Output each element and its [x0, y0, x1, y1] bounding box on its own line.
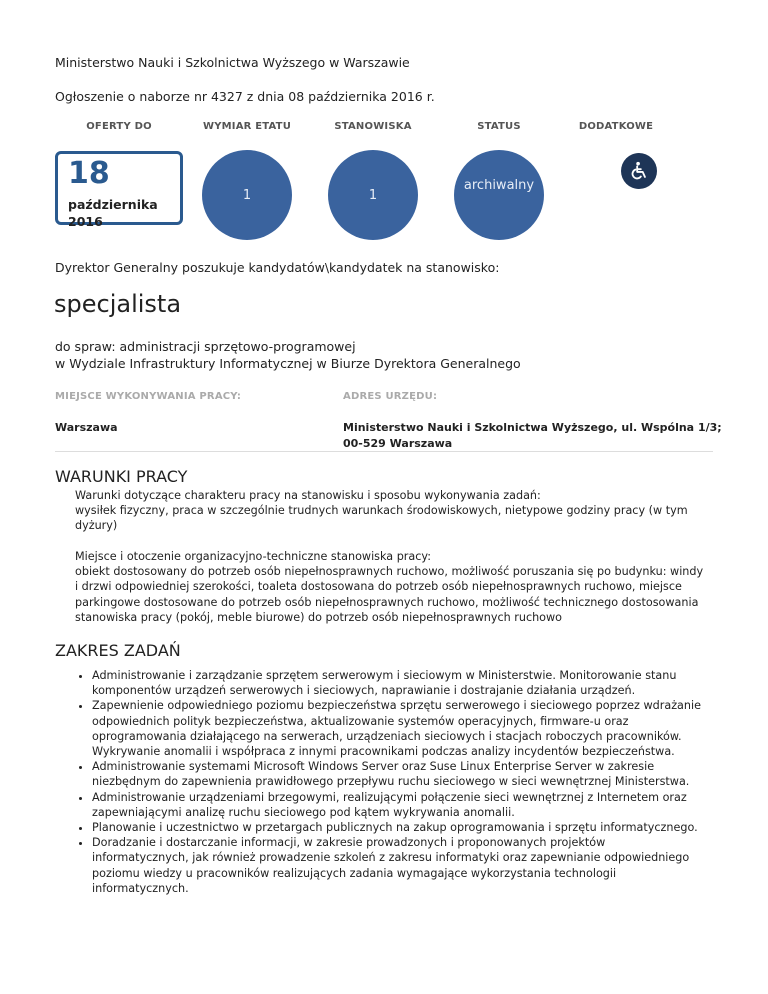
conditions-p2-line: i drzwi odpowiedniej szerokości, toaleta dostosowana do potrzeb osób niepełnosprawnych ruchowo, miejsce — [75, 580, 682, 594]
conditions-p1-title: Warunki dotyczące charakteru pracy na stanowisku i sposobu wykonywania zadań: — [75, 489, 541, 502]
conditions-p2-line: obiekt dostosowany do potrzeb osób niepełnosprawnych ruchowo, możliwość poruszania się po budynku: windy — [75, 565, 704, 579]
header-additional: DODATKOWE — [578, 121, 654, 132]
conditions-p1-line: dyżury) — [75, 519, 118, 533]
header-positions: STANOWISKA — [334, 121, 412, 132]
conditions-p2-title: Miejsce i otoczenie organizacyjno-techniczne stanowiska pracy: — [75, 550, 431, 563]
task-item: • Planowanie i uczestnictwo w przetargach publicznych na zakup oprogramowania i sprzętu informatycznego. — [92, 820, 722, 835]
deadline-month-year — [68, 196, 158, 230]
task-item: • Doradzanie i dostarczanie informacji, w zakresie prowadzonych i proponowanych projektów informatycznych, jak również prowadzenie szkoleń z zakresu informatyki oraz zapewnianie odpowiedniego poziomu wiedzy u pracowników realizujących zadania wymagające wykorzystania technologii informatycznych. — [92, 835, 722, 896]
tasks-title: ZAKRES ZADAŃ — [55, 641, 181, 660]
ministry-name: Ministerstwo Nauki i Szkolnictwa Wyższego w Warszawie — [55, 55, 410, 70]
wheelchair-icon — [621, 153, 657, 189]
conditions-block-2 — [75, 549, 715, 625]
intro-text: Dyrektor Generalny poszukuje kandydatów\kandydatek na stanowisko: — [55, 260, 500, 275]
conditions-block-1 — [75, 488, 715, 534]
task-item: • Zapewnienie odpowiedniego poziomu bezpieczeństwa sprzętu serwerowego i sieciowego poprzez wdrażanie odpowiednich polityk bezpieczeństwa, aktualizowanie systemów operacyjnych, firmware-u oraz oprogramowania działającego na serwerach, urządzeniach sieciowych i stacjach roboczych pracowników. Wykrywanie anomalii i współpraca z innymi pracownikami podczas analizy incydentów bezpieczeństwa. — [92, 698, 722, 759]
status-value: archiwalny — [463, 178, 535, 193]
conditions-title: WARUNKI PRACY — [55, 467, 188, 486]
address-label: ADRES URZĘDU: — [343, 391, 438, 402]
position-title: specjalista — [54, 290, 182, 318]
header-status: STATUS — [477, 121, 521, 132]
location-label: MIEJSCE WYKONYWANIA PRACY: — [55, 391, 242, 402]
address-line-1: Ministerstwo Nauki i Szkolnictwa Wyższego, ul. Wspólna 1/3; — [343, 421, 722, 434]
subtitle-line-1: do spraw: administracji sprzętowo-programowej — [55, 339, 356, 354]
conditions-p2-line: stanowiska pracy (pokój, meble biurowe) do potrzeb osób niepełnosprawnych ruchowo — [75, 610, 563, 624]
workload-value: 1 — [242, 187, 252, 203]
task-item: • Administrowanie urządzeniami brzegowymi, realizującymi połączenie sieci wewnętrznej z Internetem oraz zapewniającymi analizę ruchu sieciowego pod kątem wykrywania anomalii. — [92, 790, 722, 820]
header-workload: WYMIAR ETATU — [202, 121, 292, 132]
tasks-list-container — [72, 668, 722, 896]
deadline-box — [55, 151, 183, 229]
workload-circle — [202, 150, 292, 240]
subtitle-line-2: w Wydziale Infrastruktury Informatycznej w Biurze Dyrektora Generalnego — [55, 356, 521, 371]
deadline-day: 18 — [68, 156, 110, 191]
deadline-month: października — [68, 197, 158, 212]
location-value: Warszawa — [55, 421, 118, 434]
address-value — [343, 420, 722, 452]
deadline-year: 2016 — [68, 214, 103, 229]
task-item: • Administrowanie i zarządzanie sprzętem serwerowym i sieciowym w Ministerstwie. Monitorowanie stanu komponentów urządzeń serwerowych i sieciowych, naprawianie i dostrajanie działania urządzeń. — [92, 668, 722, 698]
tasks-list — [72, 668, 722, 896]
header-offers-until: OFERTY DO — [86, 121, 152, 132]
task-item: • Administrowanie systemami Microsoft Windows Server oraz Suse Linux Enterprise Server w zakresie niezbędnym do zapewnienia prawidłowego przepływu ruchu sieciowego w sieci wewnętrznej Ministerstwa. — [92, 759, 722, 789]
address-line-2: 00-529 Warszawa — [343, 437, 453, 450]
conditions-p2-line: parkingowe dostosowane do potrzeb osób niepełnosprawnych ruchowo, możliwość technicznego dostosowania — [75, 595, 699, 609]
divider — [55, 451, 713, 452]
status-circle — [454, 150, 544, 240]
announcement-line: Ogłoszenie o naborze nr 4327 z dnia 08 października 2016 r. — [55, 89, 435, 104]
positions-value: 1 — [368, 187, 378, 203]
conditions-p1-line: wysiłek fizyczny, praca w szczególnie trudnych warunkach środowiskowych, nietypowe godziny pracy (w tym — [75, 504, 688, 518]
positions-circle — [328, 150, 418, 240]
